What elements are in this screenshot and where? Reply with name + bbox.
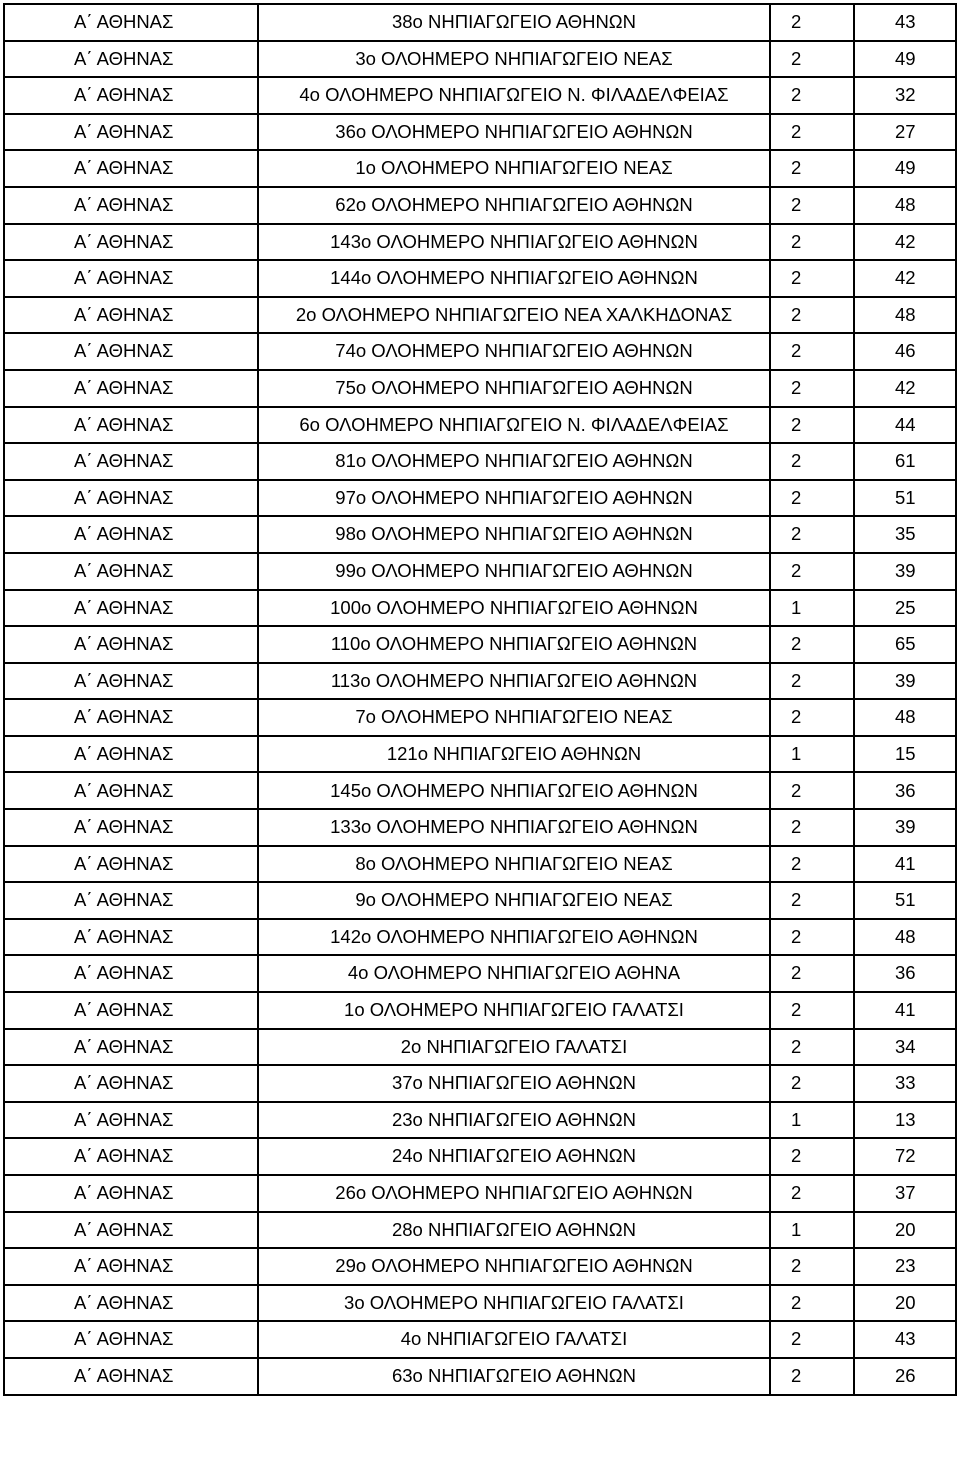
school-name-cell: 8ο ΟΛΟΗΜΕΡΟ ΝΗΠΙΑΓΩΓΕΙΟ ΝΕΑΣ [258, 846, 770, 883]
table-row [4, 333, 956, 370]
region-cell: Α΄ ΑΘΗΝΑΣ [4, 443, 258, 480]
table-row [4, 224, 956, 261]
region-cell: Α΄ ΑΘΗΝΑΣ [4, 772, 258, 809]
table-row [4, 1285, 956, 1322]
table-row [4, 699, 956, 736]
students-count-cell: 51 [854, 882, 956, 919]
school-name-cell: 2ο ΝΗΠΙΑΓΩΓΕΙΟ ΓΑΛΑΤΣΙ [258, 1029, 770, 1066]
classes-count-cell: 2 [770, 516, 854, 553]
table-row [4, 516, 956, 553]
region-cell: Α΄ ΑΘΗΝΑΣ [4, 882, 258, 919]
region-cell: Α΄ ΑΘΗΝΑΣ [4, 1175, 258, 1212]
students-count-cell: 49 [854, 41, 956, 78]
region-cell: Α΄ ΑΘΗΝΑΣ [4, 626, 258, 663]
classes-count-cell: 2 [770, 77, 854, 114]
students-count-cell: 48 [854, 919, 956, 956]
classes-count-cell: 2 [770, 370, 854, 407]
region-cell: Α΄ ΑΘΗΝΑΣ [4, 553, 258, 590]
students-count-cell: 20 [854, 1285, 956, 1322]
students-count-cell: 48 [854, 187, 956, 224]
table-row [4, 626, 956, 663]
classes-count-cell: 2 [770, 260, 854, 297]
table-row [4, 407, 956, 444]
school-name-cell: 3ο ΟΛΟΗΜΕΡΟ ΝΗΠΙΑΓΩΓΕΙΟ ΓΑΛΑΤΣΙ [258, 1285, 770, 1322]
classes-count-cell: 1 [770, 590, 854, 627]
table-row [4, 1212, 956, 1249]
classes-count-cell: 2 [770, 882, 854, 919]
classes-count-cell: 2 [770, 480, 854, 517]
school-name-cell: 133ο ΟΛΟΗΜΕΡΟ ΝΗΠΙΑΓΩΓΕΙΟ ΑΘΗΝΩΝ [258, 809, 770, 846]
region-cell: Α΄ ΑΘΗΝΑΣ [4, 370, 258, 407]
table-row [4, 41, 956, 78]
students-count-cell: 72 [854, 1138, 956, 1175]
table-row [4, 260, 956, 297]
students-count-cell: 61 [854, 443, 956, 480]
table-row [4, 77, 956, 114]
region-cell: Α΄ ΑΘΗΝΑΣ [4, 1029, 258, 1066]
region-cell: Α΄ ΑΘΗΝΑΣ [4, 809, 258, 846]
table-row [4, 1175, 956, 1212]
classes-count-cell: 2 [770, 443, 854, 480]
table-row [4, 443, 956, 480]
region-cell: Α΄ ΑΘΗΝΑΣ [4, 955, 258, 992]
school-name-cell: 26ο ΟΛΟΗΜΕΡΟ ΝΗΠΙΑΓΩΓΕΙΟ ΑΘΗΝΩΝ [258, 1175, 770, 1212]
region-cell: Α΄ ΑΘΗΝΑΣ [4, 1212, 258, 1249]
classes-count-cell: 2 [770, 846, 854, 883]
region-cell: Α΄ ΑΘΗΝΑΣ [4, 663, 258, 700]
region-cell: Α΄ ΑΘΗΝΑΣ [4, 846, 258, 883]
classes-count-cell: 2 [770, 955, 854, 992]
school-name-cell: 3ο ΟΛΟΗΜΕΡΟ ΝΗΠΙΑΓΩΓΕΙΟ ΝΕΑΣ [258, 41, 770, 78]
region-cell: Α΄ ΑΘΗΝΑΣ [4, 992, 258, 1029]
classes-count-cell: 2 [770, 224, 854, 261]
students-count-cell: 43 [854, 4, 956, 41]
school-name-cell: 36ο ΟΛΟΗΜΕΡΟ ΝΗΠΙΑΓΩΓΕΙΟ ΑΘΗΝΩΝ [258, 114, 770, 151]
classes-count-cell: 2 [770, 114, 854, 151]
classes-count-cell: 2 [770, 297, 854, 334]
school-name-cell: 9ο ΟΛΟΗΜΕΡΟ ΝΗΠΙΑΓΩΓΕΙΟ ΝΕΑΣ [258, 882, 770, 919]
table-row [4, 590, 956, 627]
schools-table-body [4, 4, 956, 1395]
students-count-cell: 27 [854, 114, 956, 151]
school-name-cell: 7ο ΟΛΟΗΜΕΡΟ ΝΗΠΙΑΓΩΓΕΙΟ ΝΕΑΣ [258, 699, 770, 736]
table-row [4, 772, 956, 809]
table-row [4, 1138, 956, 1175]
school-name-cell: 143ο ΟΛΟΗΜΕΡΟ ΝΗΠΙΑΓΩΓΕΙΟ ΑΘΗΝΩΝ [258, 224, 770, 261]
students-count-cell: 34 [854, 1029, 956, 1066]
students-count-cell: 25 [854, 590, 956, 627]
school-name-cell: 24ο ΝΗΠΙΑΓΩΓΕΙΟ ΑΘΗΝΩΝ [258, 1138, 770, 1175]
school-name-cell: 29ο ΟΛΟΗΜΕΡΟ ΝΗΠΙΑΓΩΓΕΙΟ ΑΘΗΝΩΝ [258, 1248, 770, 1285]
school-name-cell: 144ο ΟΛΟΗΜΕΡΟ ΝΗΠΙΑΓΩΓΕΙΟ ΑΘΗΝΩΝ [258, 260, 770, 297]
table-row [4, 846, 956, 883]
classes-count-cell: 2 [770, 407, 854, 444]
students-count-cell: 39 [854, 553, 956, 590]
classes-count-cell: 2 [770, 150, 854, 187]
school-name-cell: 75ο ΟΛΟΗΜΕΡΟ ΝΗΠΙΑΓΩΓΕΙΟ ΑΘΗΝΩΝ [258, 370, 770, 407]
students-count-cell: 41 [854, 846, 956, 883]
table-row [4, 1358, 956, 1395]
school-name-cell: 4ο ΟΛΟΗΜΕΡΟ ΝΗΠΙΑΓΩΓΕΙΟ Ν. ΦΙΛΑΔΕΛΦΕΙΑΣ [258, 77, 770, 114]
region-cell: Α΄ ΑΘΗΝΑΣ [4, 297, 258, 334]
region-cell: Α΄ ΑΘΗΝΑΣ [4, 1065, 258, 1102]
students-count-cell: 51 [854, 480, 956, 517]
students-count-cell: 49 [854, 150, 956, 187]
region-cell: Α΄ ΑΘΗΝΑΣ [4, 1248, 258, 1285]
region-cell: Α΄ ΑΘΗΝΑΣ [4, 699, 258, 736]
school-name-cell: 98ο ΟΛΟΗΜΕΡΟ ΝΗΠΙΑΓΩΓΕΙΟ ΑΘΗΝΩΝ [258, 516, 770, 553]
classes-count-cell: 2 [770, 41, 854, 78]
table-row [4, 1248, 956, 1285]
students-count-cell: 48 [854, 297, 956, 334]
classes-count-cell: 2 [770, 809, 854, 846]
students-count-cell: 65 [854, 626, 956, 663]
region-cell: Α΄ ΑΘΗΝΑΣ [4, 407, 258, 444]
classes-count-cell: 2 [770, 553, 854, 590]
classes-count-cell: 1 [770, 736, 854, 773]
region-cell: Α΄ ΑΘΗΝΑΣ [4, 114, 258, 151]
school-name-cell: 23ο ΝΗΠΙΑΓΩΓΕΙΟ ΑΘΗΝΩΝ [258, 1102, 770, 1139]
school-name-cell: 2ο ΟΛΟΗΜΕΡΟ ΝΗΠΙΑΓΩΓΕΙΟ ΝΕΑ ΧΑΛΚΗΔΟΝΑΣ [258, 297, 770, 334]
school-name-cell: 6ο ΟΛΟΗΜΕΡΟ ΝΗΠΙΑΓΩΓΕΙΟ Ν. ΦΙΛΑΔΕΛΦΕΙΑΣ [258, 407, 770, 444]
classes-count-cell: 2 [770, 1065, 854, 1102]
students-count-cell: 43 [854, 1321, 956, 1358]
table-row [4, 1065, 956, 1102]
classes-count-cell: 2 [770, 772, 854, 809]
school-name-cell: 38ο ΝΗΠΙΑΓΩΓΕΙΟ ΑΘΗΝΩΝ [258, 4, 770, 41]
classes-count-cell: 2 [770, 1029, 854, 1066]
table-row [4, 663, 956, 700]
students-count-cell: 36 [854, 955, 956, 992]
table-row [4, 114, 956, 151]
classes-count-cell: 2 [770, 1321, 854, 1358]
region-cell: Α΄ ΑΘΗΝΑΣ [4, 1358, 258, 1395]
school-name-cell: 145ο ΟΛΟΗΜΕΡΟ ΝΗΠΙΑΓΩΓΕΙΟ ΑΘΗΝΩΝ [258, 772, 770, 809]
table-row [4, 150, 956, 187]
table-row [4, 1102, 956, 1139]
students-count-cell: 42 [854, 224, 956, 261]
school-name-cell: 62ο ΟΛΟΗΜΕΡΟ ΝΗΠΙΑΓΩΓΕΙΟ ΑΘΗΝΩΝ [258, 187, 770, 224]
classes-count-cell: 1 [770, 1212, 854, 1249]
region-cell: Α΄ ΑΘΗΝΑΣ [4, 333, 258, 370]
school-name-cell: 97ο ΟΛΟΗΜΕΡΟ ΝΗΠΙΑΓΩΓΕΙΟ ΑΘΗΝΩΝ [258, 480, 770, 517]
region-cell: Α΄ ΑΘΗΝΑΣ [4, 224, 258, 261]
school-name-cell: 100ο ΟΛΟΗΜΕΡΟ ΝΗΠΙΑΓΩΓΕΙΟ ΑΘΗΝΩΝ [258, 590, 770, 627]
classes-count-cell: 2 [770, 1175, 854, 1212]
students-count-cell: 46 [854, 333, 956, 370]
table-row [4, 480, 956, 517]
table-row [4, 553, 956, 590]
classes-count-cell: 2 [770, 1248, 854, 1285]
students-count-cell: 48 [854, 699, 956, 736]
classes-count-cell: 2 [770, 333, 854, 370]
region-cell: Α΄ ΑΘΗΝΑΣ [4, 4, 258, 41]
table-row [4, 1029, 956, 1066]
students-count-cell: 42 [854, 260, 956, 297]
table-row [4, 992, 956, 1029]
table-row [4, 187, 956, 224]
school-name-cell: 81ο ΟΛΟΗΜΕΡΟ ΝΗΠΙΑΓΩΓΕΙΟ ΑΘΗΝΩΝ [258, 443, 770, 480]
school-name-cell: 4ο ΝΗΠΙΑΓΩΓΕΙΟ ΓΑΛΑΤΣΙ [258, 1321, 770, 1358]
table-row [4, 736, 956, 773]
classes-count-cell: 2 [770, 1285, 854, 1322]
school-name-cell: 110ο ΟΛΟΗΜΕΡΟ ΝΗΠΙΑΓΩΓΕΙΟ ΑΘΗΝΩΝ [258, 626, 770, 663]
students-count-cell: 32 [854, 77, 956, 114]
students-count-cell: 37 [854, 1175, 956, 1212]
region-cell: Α΄ ΑΘΗΝΑΣ [4, 919, 258, 956]
region-cell: Α΄ ΑΘΗΝΑΣ [4, 1321, 258, 1358]
students-count-cell: 36 [854, 772, 956, 809]
classes-count-cell: 2 [770, 187, 854, 224]
region-cell: Α΄ ΑΘΗΝΑΣ [4, 41, 258, 78]
table-row [4, 297, 956, 334]
classes-count-cell: 2 [770, 919, 854, 956]
classes-count-cell: 2 [770, 663, 854, 700]
school-name-cell: 113ο ΟΛΟΗΜΕΡΟ ΝΗΠΙΑΓΩΓΕΙΟ ΑΘΗΝΩΝ [258, 663, 770, 700]
classes-count-cell: 2 [770, 992, 854, 1029]
classes-count-cell: 2 [770, 1358, 854, 1395]
region-cell: Α΄ ΑΘΗΝΑΣ [4, 736, 258, 773]
school-name-cell: 121ο ΝΗΠΙΑΓΩΓΕΙΟ ΑΘΗΝΩΝ [258, 736, 770, 773]
region-cell: Α΄ ΑΘΗΝΑΣ [4, 77, 258, 114]
school-name-cell: 99ο ΟΛΟΗΜΕΡΟ ΝΗΠΙΑΓΩΓΕΙΟ ΑΘΗΝΩΝ [258, 553, 770, 590]
students-count-cell: 39 [854, 809, 956, 846]
school-name-cell: 142ο ΟΛΟΗΜΕΡΟ ΝΗΠΙΑΓΩΓΕΙΟ ΑΘΗΝΩΝ [258, 919, 770, 956]
region-cell: Α΄ ΑΘΗΝΑΣ [4, 1285, 258, 1322]
students-count-cell: 23 [854, 1248, 956, 1285]
school-name-cell: 37ο ΝΗΠΙΑΓΩΓΕΙΟ ΑΘΗΝΩΝ [258, 1065, 770, 1102]
students-count-cell: 39 [854, 663, 956, 700]
classes-count-cell: 2 [770, 4, 854, 41]
region-cell: Α΄ ΑΘΗΝΑΣ [4, 1138, 258, 1175]
students-count-cell: 33 [854, 1065, 956, 1102]
classes-count-cell: 2 [770, 626, 854, 663]
classes-count-cell: 1 [770, 1102, 854, 1139]
table-row [4, 919, 956, 956]
table-row [4, 955, 956, 992]
students-count-cell: 42 [854, 370, 956, 407]
school-name-cell: 74ο ΟΛΟΗΜΕΡΟ ΝΗΠΙΑΓΩΓΕΙΟ ΑΘΗΝΩΝ [258, 333, 770, 370]
school-name-cell: 63ο ΝΗΠΙΑΓΩΓΕΙΟ ΑΘΗΝΩΝ [258, 1358, 770, 1395]
classes-count-cell: 2 [770, 699, 854, 736]
students-count-cell: 20 [854, 1212, 956, 1249]
table-row [4, 370, 956, 407]
students-count-cell: 35 [854, 516, 956, 553]
region-cell: Α΄ ΑΘΗΝΑΣ [4, 260, 258, 297]
region-cell: Α΄ ΑΘΗΝΑΣ [4, 480, 258, 517]
schools-table [3, 3, 957, 1396]
region-cell: Α΄ ΑΘΗΝΑΣ [4, 516, 258, 553]
students-count-cell: 15 [854, 736, 956, 773]
region-cell: Α΄ ΑΘΗΝΑΣ [4, 187, 258, 224]
school-name-cell: 1ο ΟΛΟΗΜΕΡΟ ΝΗΠΙΑΓΩΓΕΙΟ ΓΑΛΑΤΣΙ [258, 992, 770, 1029]
table-row [4, 1321, 956, 1358]
region-cell: Α΄ ΑΘΗΝΑΣ [4, 150, 258, 187]
table-row [4, 809, 956, 846]
school-name-cell: 1ο ΟΛΟΗΜΕΡΟ ΝΗΠΙΑΓΩΓΕΙΟ ΝΕΑΣ [258, 150, 770, 187]
school-name-cell: 28ο ΝΗΠΙΑΓΩΓΕΙΟ ΑΘΗΝΩΝ [258, 1212, 770, 1249]
students-count-cell: 44 [854, 407, 956, 444]
classes-count-cell: 2 [770, 1138, 854, 1175]
students-count-cell: 26 [854, 1358, 956, 1395]
table-row [4, 882, 956, 919]
school-name-cell: 4ο ΟΛΟΗΜΕΡΟ ΝΗΠΙΑΓΩΓΕΙΟ ΑΘΗΝΑ [258, 955, 770, 992]
table-row [4, 4, 956, 41]
students-count-cell: 41 [854, 992, 956, 1029]
students-count-cell: 13 [854, 1102, 956, 1139]
region-cell: Α΄ ΑΘΗΝΑΣ [4, 1102, 258, 1139]
region-cell: Α΄ ΑΘΗΝΑΣ [4, 590, 258, 627]
